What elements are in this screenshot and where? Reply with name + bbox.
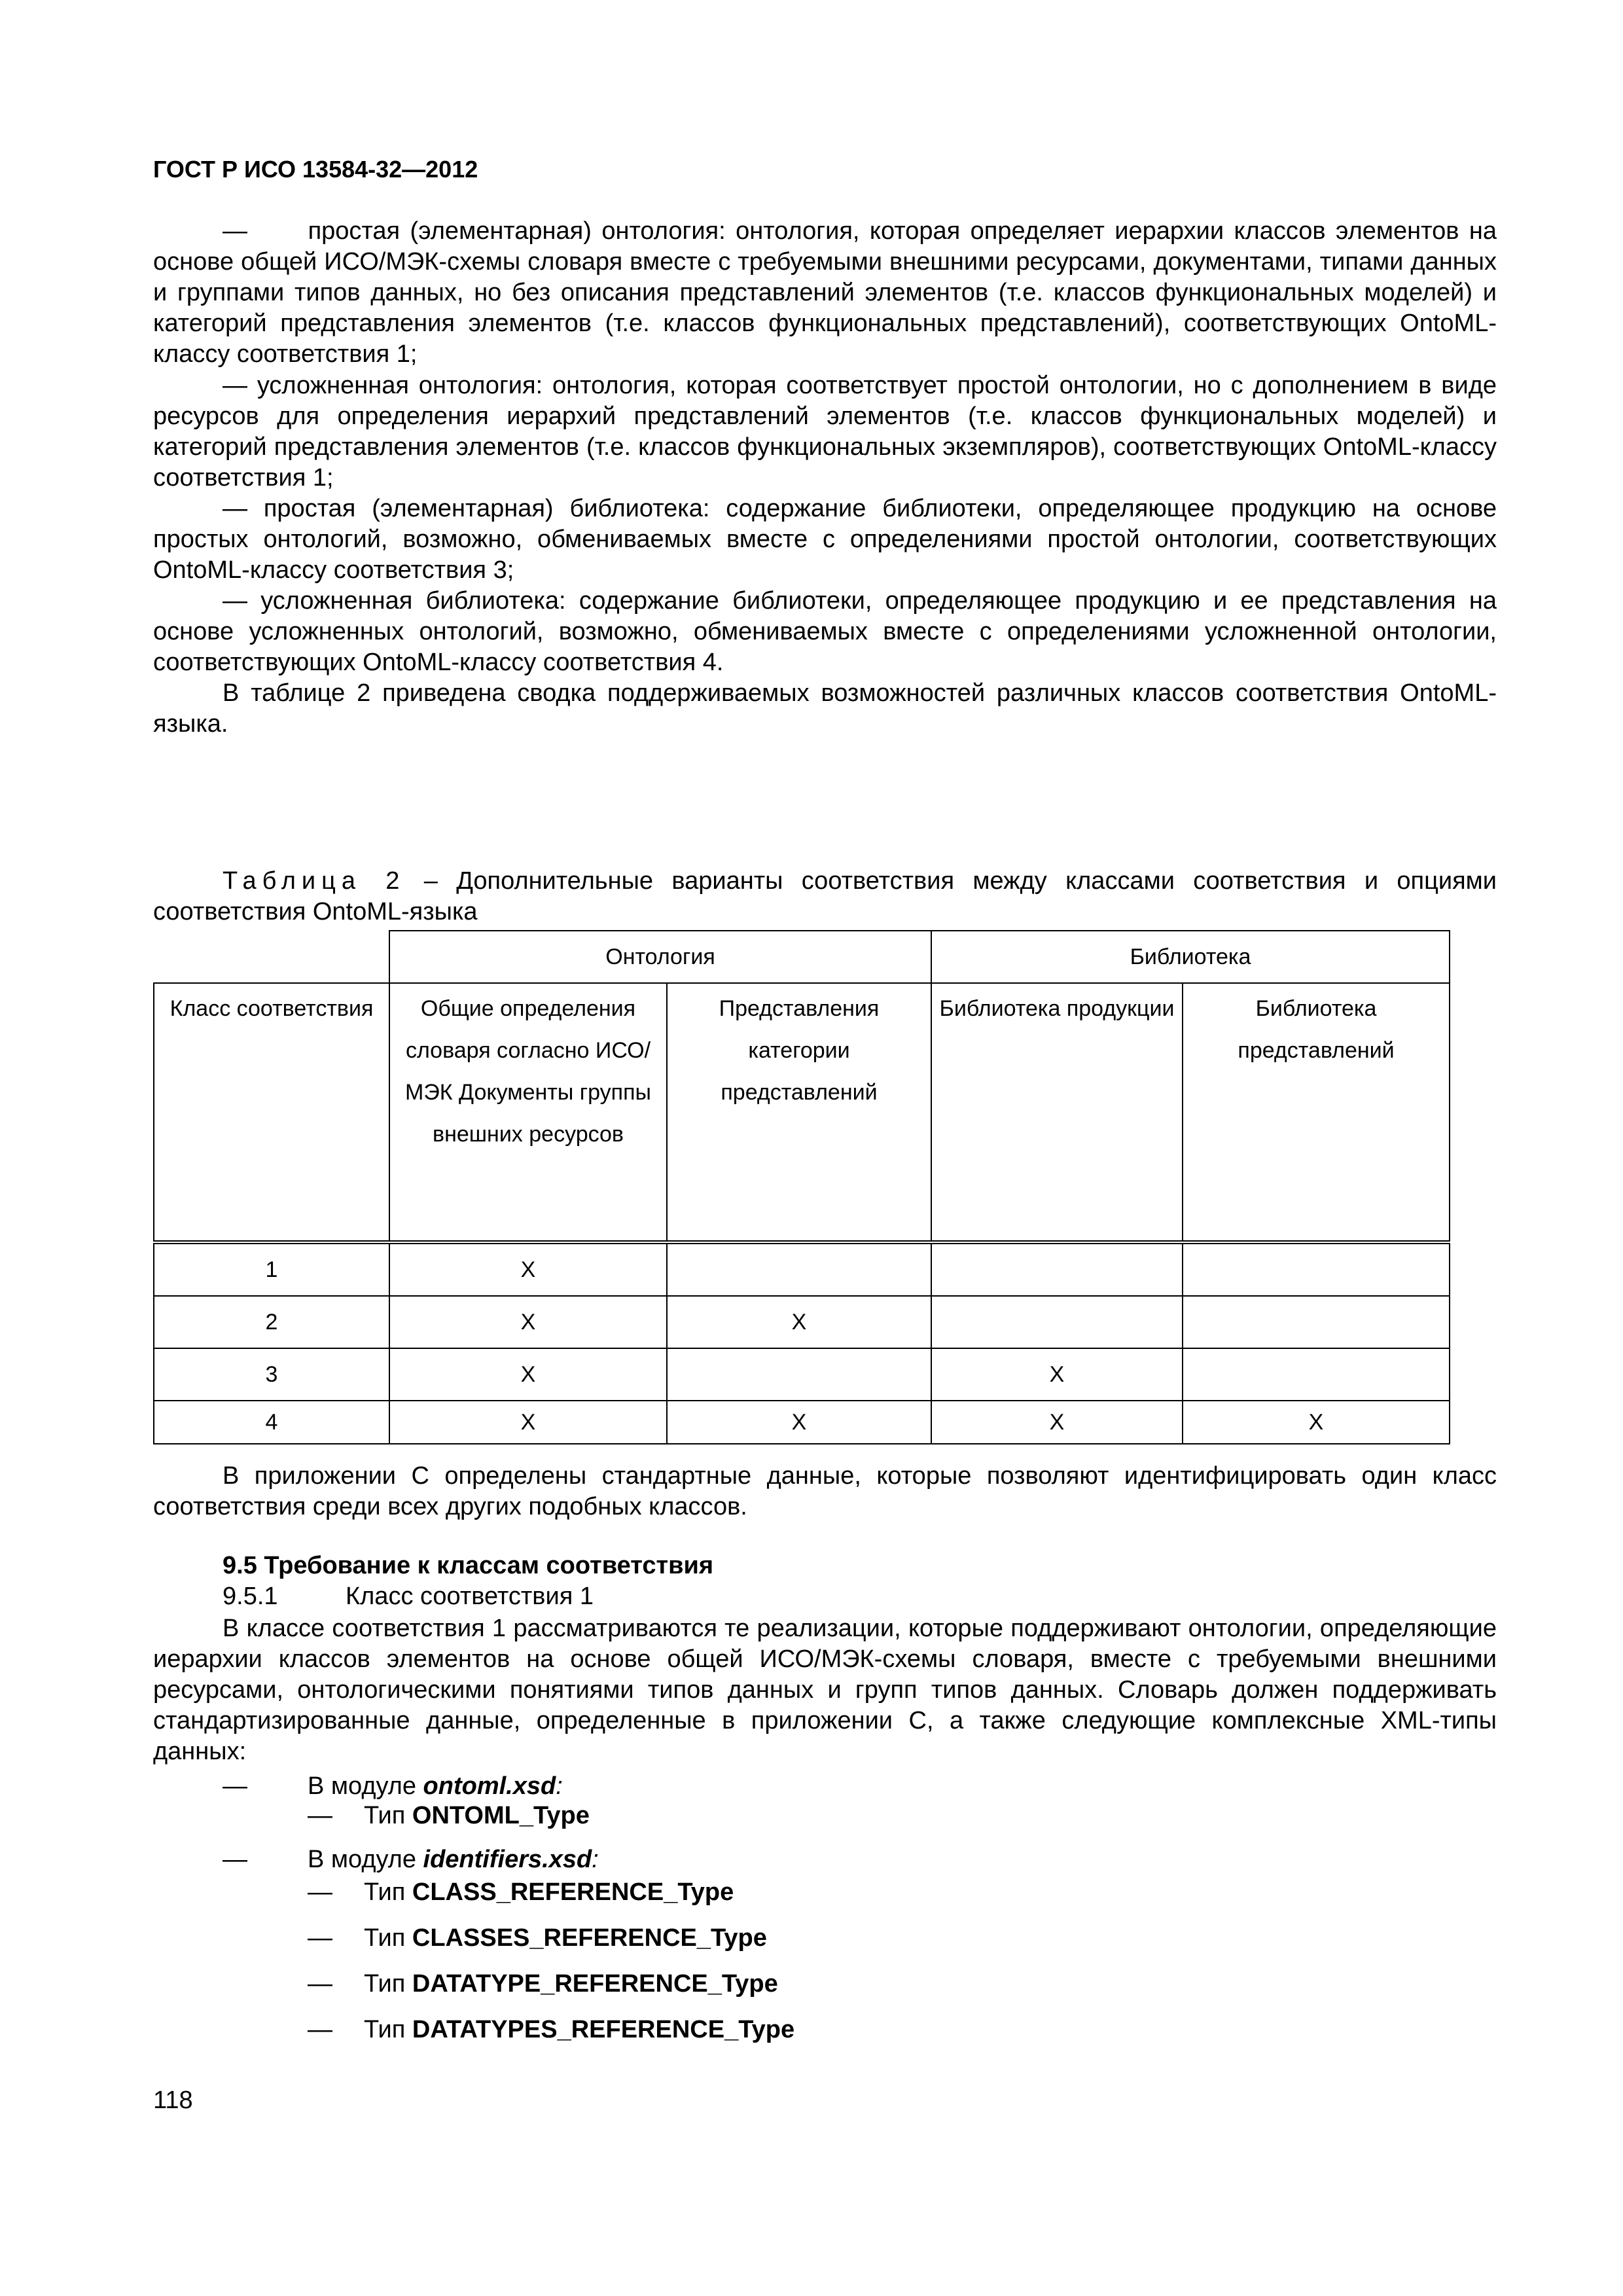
module-name: identifiers.xsd bbox=[423, 1846, 592, 1873]
cell-class: 2 bbox=[154, 1296, 389, 1348]
section-body: В классе соответствия 1 рассматриваются те реализации, которые поддерживают онтологии, определяющие иерархии классов элементов на основе общей ИСО/МЭК-схемы словаря, вместе с требуемыми внешними ресурсами, онтологическими понятиями типов данных и групп типов данных. Словарь должен поддерживать стандартизированные данные, определенные в приложении C, а также следующие комплексные XML-типы данных: bbox=[153, 1615, 1497, 1765]
list-dash: — bbox=[223, 1846, 247, 1873]
intro-item-4: — усложненная библиотека: содержание библиотеки, определяющее продукцию и ее представления на основе усложненных онтологий, возможно, обмениваемых вместе с определениями усложненной онтологии, соответствующих OntoML-классу соответствия 4. bbox=[153, 587, 1497, 676]
module-prefix: В модуле bbox=[308, 1772, 423, 1800]
after-table-paragraph: В приложении C определены стандартные данные, которые позволяют идентифицировать один класс соответствия среди всех других подобных классов. bbox=[153, 1462, 1497, 1520]
cell-general: X bbox=[389, 1348, 667, 1401]
table-caption-text: – Дополнительные варианты соответствия между классами соответствия и опциями соответствия OntoML-языка bbox=[153, 867, 1497, 925]
intro-item-3: — простая (элементарная) библиотека: содержание библиотеки, определяющее продукцию на основе простых онтологий, возможно, обмениваемых вместе с определениями простой онтологии, соответствующих OntoML-классу соответствия 3; bbox=[153, 495, 1497, 584]
type-name: DATATYPES_REFERENCE_Type bbox=[412, 2016, 795, 2043]
intro-item-1: — простая (элементарная) онтология: онтология, которая определяет иерархии классов элементов на основе общей ИСО/МЭК-схемы словаря вместе с требуемыми внешними ресурсами, документами, типами данных и группами типов данных, но без описания представлений элементов (т.е. классов функциональных моделей) и категорий представления элементов (т.е. классов функциональных представлений), соответствующих OntoML-классу соответствия 1; bbox=[153, 217, 1497, 368]
cell-representation bbox=[667, 1348, 931, 1401]
type-prefix: Тип bbox=[364, 1878, 412, 1906]
document-header: ГОСТ Р ИСО 13584-32—2012 bbox=[153, 156, 478, 183]
cell-general: X bbox=[389, 1401, 667, 1444]
page-number: 118 bbox=[153, 2087, 193, 2114]
cell-representation-library bbox=[1183, 1296, 1450, 1348]
module-colon: : bbox=[556, 1772, 563, 1800]
cell-product-library bbox=[931, 1242, 1183, 1296]
cell-product-library: X bbox=[931, 1348, 1183, 1401]
cell-class: 4 bbox=[154, 1401, 389, 1444]
cell-product-library: X bbox=[931, 1401, 1183, 1444]
type-name: ONTOML_Type bbox=[412, 1802, 590, 1829]
table-row bbox=[154, 1296, 1450, 1348]
conformance-table bbox=[153, 930, 1450, 1444]
type-item bbox=[364, 1802, 590, 1830]
table-row bbox=[154, 1242, 1450, 1296]
table-row bbox=[154, 1348, 1450, 1401]
module-colon: : bbox=[592, 1846, 599, 1873]
type-prefix: Тип bbox=[364, 2016, 412, 2043]
type-item bbox=[364, 1924, 767, 1952]
intro-summary: В таблице 2 приведена сводка поддерживаемых возможностей различных классов соответствия OntoML-языка. bbox=[153, 679, 1497, 738]
col-representation-library: Библиотека представлений bbox=[1183, 983, 1450, 1242]
col-product-library: Библиотека продукции bbox=[931, 983, 1183, 1242]
list-dash: — bbox=[308, 1802, 332, 1829]
type-prefix: Тип bbox=[364, 1802, 412, 1829]
module-prefix: В модуле bbox=[308, 1846, 423, 1873]
cell-representation: X bbox=[667, 1296, 931, 1348]
cell-representation-library bbox=[1183, 1242, 1450, 1296]
intro-item-2: — усложненная онтология: онтология, которая соответствует простой онтологии, но с дополнением в виде ресурсов для определения иерархий представлений элементов (т.е. классов функциональных моделей) и категорий представления элементов (т.е. классов функциональных экземпляров), соответствующих OntoML-классу соответствия 1; bbox=[153, 372, 1497, 492]
section-title: 9.5 Требование к классам соответствия bbox=[223, 1552, 713, 1579]
table-caption-label: Таблица 2 bbox=[223, 867, 406, 895]
type-item bbox=[364, 2016, 794, 2044]
col-class: Класс соответствия bbox=[154, 983, 389, 1242]
cell-representation-library bbox=[1183, 1348, 1450, 1401]
table-caption bbox=[153, 866, 1497, 927]
table-corner bbox=[154, 931, 389, 983]
cell-general: X bbox=[389, 1242, 667, 1296]
cell-class: 1 bbox=[154, 1242, 389, 1296]
subsection-title: Класс соответствия 1 bbox=[346, 1583, 594, 1610]
cell-general: X bbox=[389, 1296, 667, 1348]
module-item bbox=[308, 1772, 563, 1801]
type-name: DATATYPE_REFERENCE_Type bbox=[412, 1970, 778, 1998]
module-item bbox=[308, 1846, 599, 1874]
col-general-definitions: Общие определения словаря согласно ИСО/МЭК Документы группы внешних ресурсов bbox=[389, 983, 667, 1242]
group-library: Библиотека bbox=[931, 931, 1450, 983]
type-item bbox=[364, 1970, 778, 1998]
type-prefix: Тип bbox=[364, 1924, 412, 1952]
cell-class: 3 bbox=[154, 1348, 389, 1401]
table-header-row bbox=[154, 983, 1450, 1242]
subsection-number: 9.5.1 bbox=[223, 1583, 278, 1610]
table-row bbox=[154, 1401, 1450, 1444]
cell-representation bbox=[667, 1242, 931, 1296]
cell-representation: X bbox=[667, 1401, 931, 1444]
list-dash: — bbox=[308, 2016, 332, 2043]
col-representation: Представления категории представлений bbox=[667, 983, 931, 1242]
list-dash: — bbox=[223, 1772, 247, 1800]
group-ontology: Онтология bbox=[389, 931, 931, 983]
cell-product-library bbox=[931, 1296, 1183, 1348]
list-dash: — bbox=[308, 1924, 332, 1952]
list-dash: — bbox=[308, 1878, 332, 1906]
type-name: CLASS_REFERENCE_Type bbox=[412, 1878, 734, 1906]
table-group-row bbox=[154, 931, 1450, 983]
type-name: CLASSES_REFERENCE_Type bbox=[412, 1924, 767, 1952]
type-prefix: Тип bbox=[364, 1970, 412, 1998]
list-dash: — bbox=[308, 1970, 332, 1998]
type-item bbox=[364, 1878, 734, 1907]
cell-representation-library: X bbox=[1183, 1401, 1450, 1444]
module-name: ontoml.xsd bbox=[423, 1772, 556, 1800]
